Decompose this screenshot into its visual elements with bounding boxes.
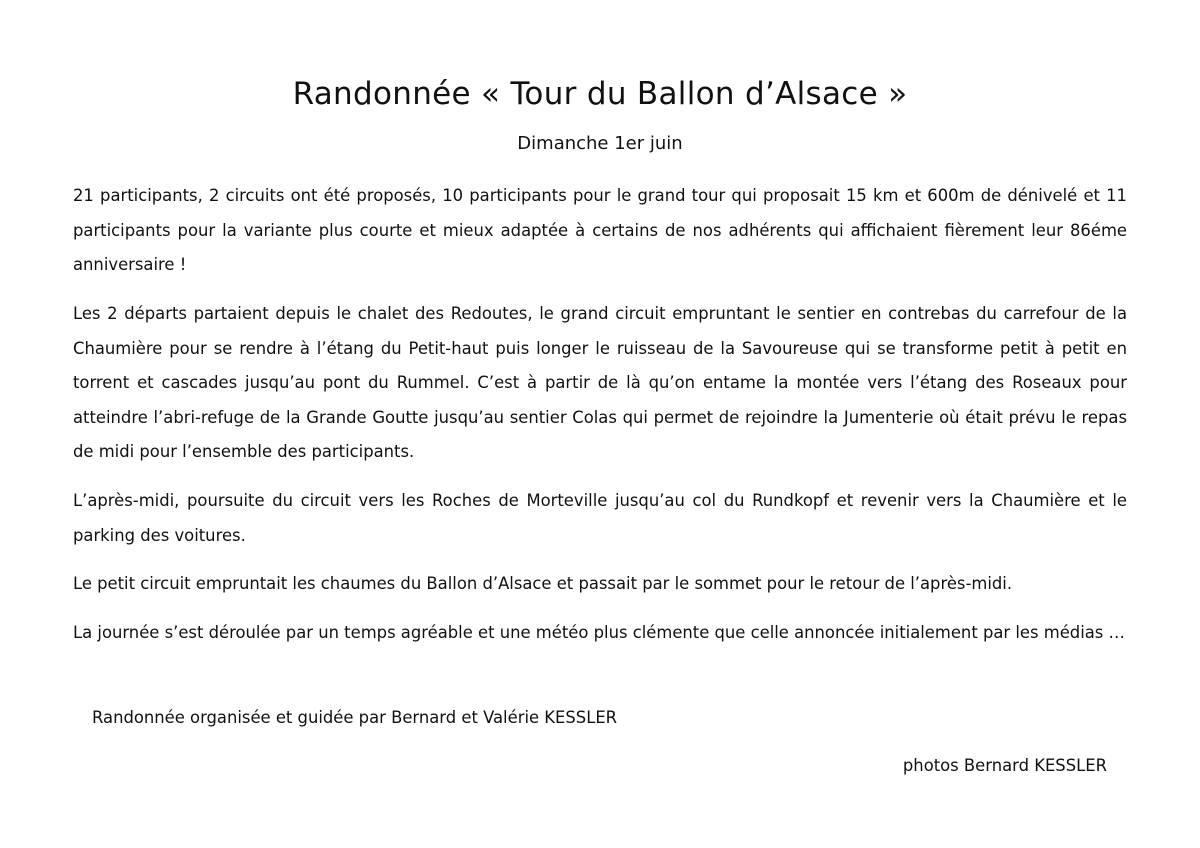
page-subtitle: Dimanche 1er juin [517,133,683,154]
paragraph-weather: La journée s’est déroulée par un temps agréable et une météo plus clémente que celle annoncée initialement par les médias … [73,623,1125,642]
paragraph-participants: 21 participants, 2 circuits ont été proposés, 10 participants pour le grand tour qui proposait 15 km et 600m de dénivelé et 11 participants pour la variante plus courte et mieux adaptée à certains de nos adhérents qui affichaient fièrement leur 86éme anniversaire ! [73,186,1127,274]
paragraph-morning-route: Les 2 départs partaient depuis le chalet des Redoutes, le grand circuit empruntant le sentier en contrebas du carrefour de la Chaumière pour se rendre à l’étang du Petit-haut puis longer le ruisseau de la Savoureuse qui se transforme petit à petit en torrent et cascades jusqu’au pont du Rummel. C’est à partir de là qu’on entame la montée vers l’étang des Roseaux pour atteindre l’abri-refuge de la Grande Goutte jusqu’au sentier Colas qui permet de rejoindre la Jumenterie où était prévu le repas de midi pour l’ensemble des participants. [73,304,1127,461]
organizer-credit: Randonnée organisée et guidée par Bernard et Valérie KESSLER [92,708,618,727]
paragraph-short-circuit: Le petit circuit empruntait les chaumes du Ballon d’Alsace et passait par le sommet pour le retour de l’après-midi. [73,574,1013,593]
paragraph-afternoon-route: L’après-midi, poursuite du circuit vers les Roches de Morteville jusqu’au col du Rundkopf et revenir vers la Chaumière et le parking des voitures. [73,491,1127,545]
photo-credit: photos Bernard KESSLER [902,756,1107,775]
page-title: Randonnée « Tour du Ballon d’Alsace » [292,76,908,112]
